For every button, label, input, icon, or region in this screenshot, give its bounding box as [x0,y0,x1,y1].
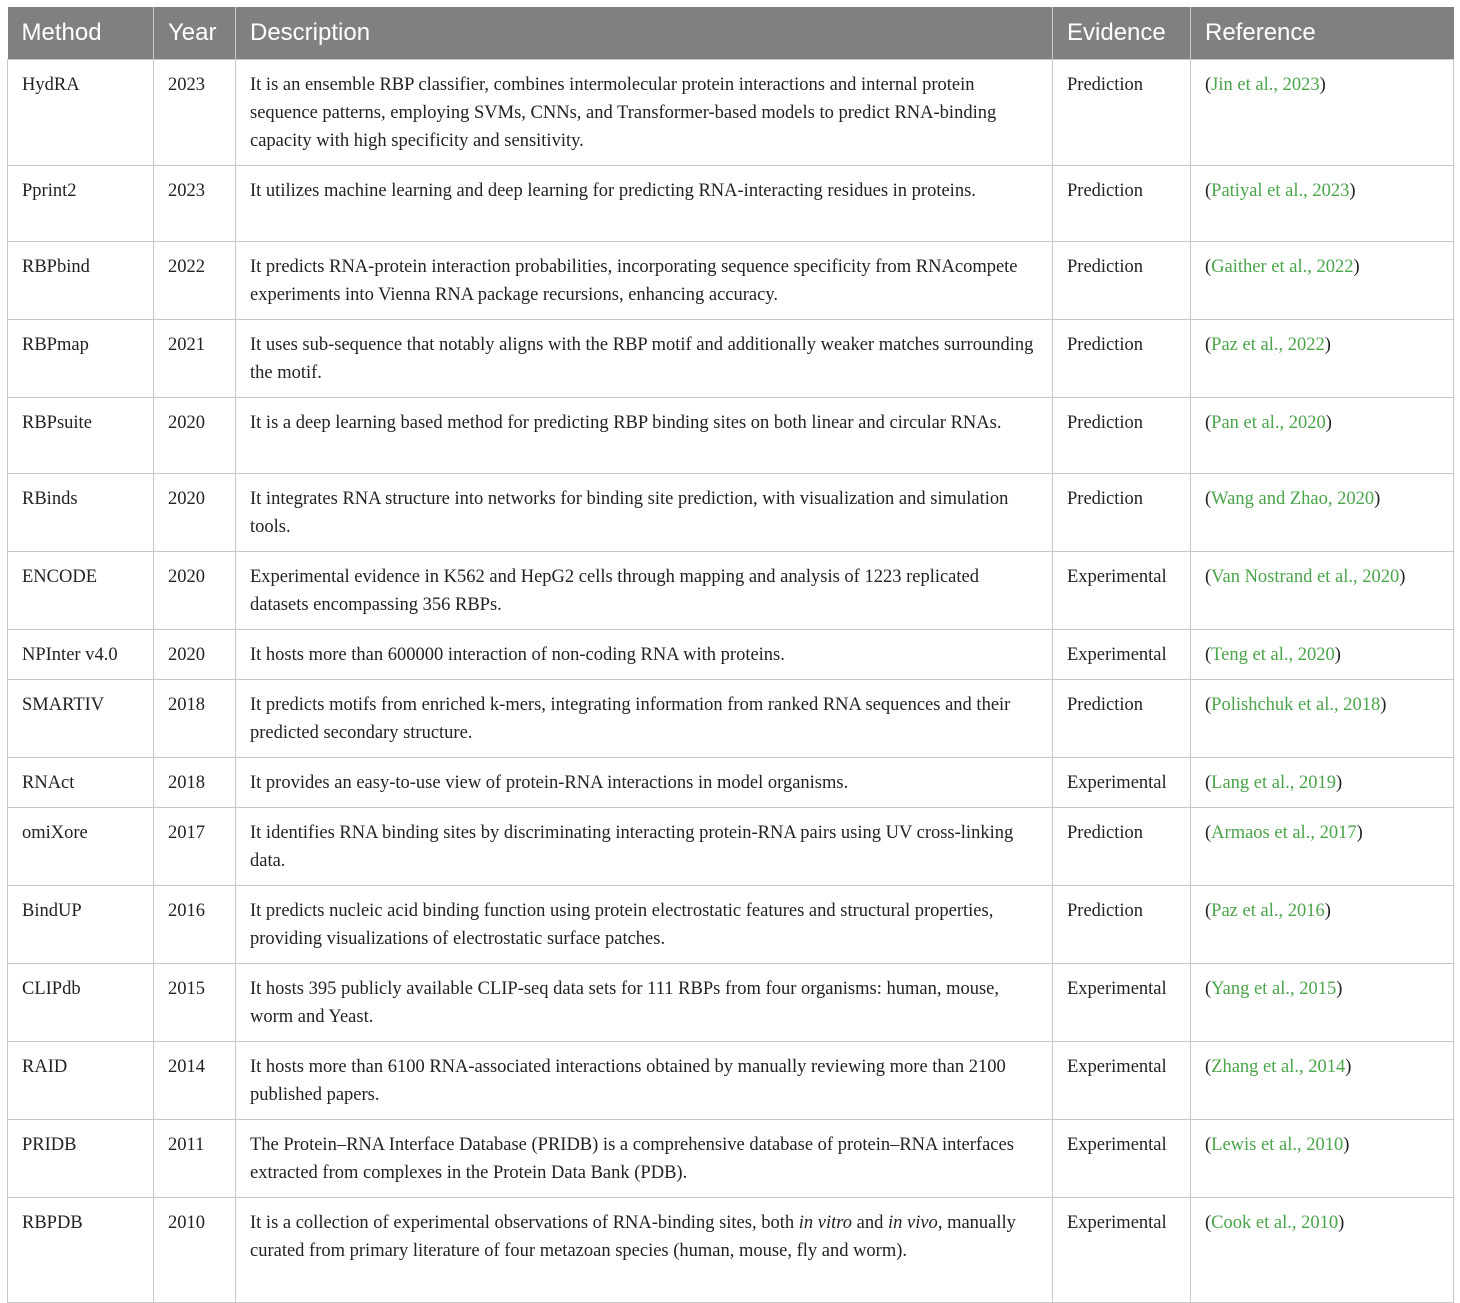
cell-evidence: Experimental [1053,964,1191,1042]
cell-evidence: Experimental [1053,630,1191,680]
cell-evidence: Experimental [1053,1042,1191,1120]
reference-link[interactable]: Paz et al., 2022 [1211,335,1325,355]
cell-reference: (Jin et al., 2023) [1191,60,1454,166]
table-row [8,630,1454,680]
table-row [8,474,1454,552]
cell-year: 2020 [154,552,236,630]
cell-reference: (Patiyal et al., 2023) [1191,166,1454,242]
methods-table [7,7,1454,1303]
reference-link[interactable]: Van Nostrand et al., 2020 [1211,567,1400,587]
cell-description: It is a deep learning based method for predicting RBP binding sites on both linear and circular RNAs. [236,398,1053,474]
cell-description: It predicts motifs from enriched k-mers, integrating information from ranked RNA sequences and their predicted secondary structure. [236,680,1053,758]
cell-description: It uses sub-sequence that notably aligns with the RBP motif and additionally weaker matches surrounding the motif. [236,320,1053,398]
cell-year: 2020 [154,474,236,552]
header-description: Description [236,7,1053,60]
cell-reference: (Lang et al., 2019) [1191,758,1454,808]
cell-year: 2017 [154,808,236,886]
cell-reference: (Lewis et al., 2010) [1191,1120,1454,1198]
cell-evidence: Prediction [1053,680,1191,758]
cell-reference: (Yang et al., 2015) [1191,964,1454,1042]
cell-evidence: Prediction [1053,242,1191,320]
cell-method: CLIPdb [8,964,154,1042]
header-reference: Reference [1191,7,1454,60]
cell-year: 2020 [154,630,236,680]
reference-link[interactable]: Patiyal et al., 2023 [1211,181,1350,201]
table-row [8,680,1454,758]
cell-year: 2014 [154,1042,236,1120]
reference-link[interactable]: Yang et al., 2015 [1211,979,1337,999]
cell-reference: (Cook et al., 2010) [1191,1198,1454,1303]
reference-link[interactable]: Paz et al., 2016 [1211,901,1325,921]
cell-evidence: Prediction [1053,60,1191,166]
cell-method: RBPbind [8,242,154,320]
cell-method: RBPmap [8,320,154,398]
table-row [8,242,1454,320]
cell-description: It predicts RNA-protein interaction probabilities, incorporating sequence specificity from RNAcompete experiments into Vienna RNA package recursions, enhancing accuracy. [236,242,1053,320]
reference-link[interactable]: Lewis et al., 2010 [1211,1135,1344,1155]
table-row [8,1042,1454,1120]
cell-reference: (Van Nostrand et al., 2020) [1191,552,1454,630]
cell-reference: (Polishchuk et al., 2018) [1191,680,1454,758]
cell-method: NPInter v4.0 [8,630,154,680]
cell-description: It utilizes machine learning and deep learning for predicting RNA-interacting residues in proteins. [236,166,1053,242]
reference-link[interactable]: Pan et al., 2020 [1211,413,1326,433]
cell-description: It predicts nucleic acid binding function using protein electrostatic features and structural properties, providing visualizations of electrostatic surface patches. [236,886,1053,964]
cell-reference: (Paz et al., 2022) [1191,320,1454,398]
header-evidence: Evidence [1053,7,1191,60]
cell-reference: (Pan et al., 2020) [1191,398,1454,474]
description-italic: in vivo [887,1213,938,1233]
cell-description: It hosts more than 600000 interaction of non-coding RNA with proteins. [236,630,1053,680]
table-row [8,886,1454,964]
description-text: , manually curated from primary literature of four metazoan species (human, mouse, fly and worm). [250,1213,1016,1261]
reference-link[interactable]: Polishchuk et al., 2018 [1211,695,1381,715]
reference-link[interactable]: Zhang et al., 2014 [1211,1057,1346,1077]
cell-method: BindUP [8,886,154,964]
cell-description: It is an ensemble RBP classifier, combines intermolecular protein interactions and internal protein sequence patterns, employing SVMs, CNNs, and Transformer-based models to predict RNA-binding capacity with high specificity and sensitivity. [236,60,1053,166]
table-row [8,1120,1454,1198]
cell-reference: (Gaither et al., 2022) [1191,242,1454,320]
cell-reference: (Zhang et al., 2014) [1191,1042,1454,1120]
reference-link[interactable]: Lang et al., 2019 [1211,773,1337,793]
cell-method: SMARTIV [8,680,154,758]
cell-reference: (Teng et al., 2020) [1191,630,1454,680]
cell-year: 2023 [154,166,236,242]
cell-description: It identifies RNA binding sites by discriminating interacting protein-RNA pairs using UV cross-linking data. [236,808,1053,886]
header-year: Year [154,7,236,60]
cell-evidence: Prediction [1053,474,1191,552]
cell-description: The Protein–RNA Interface Database (PRIDB) is a comprehensive database of protein–RNA interfaces extracted from complexes in the Protein Data Bank (PDB). [236,1120,1053,1198]
cell-description: It hosts 395 publicly available CLIP-seq data sets for 111 RBPs from four organisms: human, mouse, worm and Yeast. [236,964,1053,1042]
reference-link[interactable]: Armaos et al., 2017 [1211,823,1357,843]
table-row [8,398,1454,474]
reference-link[interactable]: Jin et al., 2023 [1211,75,1320,95]
cell-year: 2010 [154,1198,236,1303]
cell-year: 2015 [154,964,236,1042]
cell-evidence: Experimental [1053,1198,1191,1303]
cell-evidence: Prediction [1053,320,1191,398]
cell-evidence: Experimental [1053,758,1191,808]
cell-description: Experimental evidence in K562 and HepG2 cells through mapping and analysis of 1223 replicated datasets encompassing 356 RBPs. [236,552,1053,630]
cell-method: RBPsuite [8,398,154,474]
description-italic: in vitro [798,1213,853,1233]
cell-evidence: Prediction [1053,166,1191,242]
cell-method: RNAct [8,758,154,808]
table-row [8,166,1454,242]
cell-year: 2021 [154,320,236,398]
reference-link[interactable]: Wang and Zhao, 2020 [1211,489,1375,509]
reference-link[interactable]: Teng et al., 2020 [1211,645,1335,665]
cell-year: 2020 [154,398,236,474]
table-row [8,964,1454,1042]
cell-year: 2023 [154,60,236,166]
cell-evidence: Experimental [1053,1120,1191,1198]
table-row [8,320,1454,398]
cell-method: Pprint2 [8,166,154,242]
cell-year: 2022 [154,242,236,320]
cell-reference: (Paz et al., 2016) [1191,886,1454,964]
cell-reference: (Armaos et al., 2017) [1191,808,1454,886]
reference-link[interactable]: Gaither et al., 2022 [1211,257,1354,277]
cell-description [236,1198,1053,1303]
table-row [8,758,1454,808]
cell-evidence: Prediction [1053,886,1191,964]
cell-description: It integrates RNA structure into networks for binding site prediction, with visualization and simulation tools. [236,474,1053,552]
table-row [8,552,1454,630]
cell-year: 2016 [154,886,236,964]
cell-evidence: Prediction [1053,398,1191,474]
cell-method: RAID [8,1042,154,1120]
cell-evidence: Prediction [1053,808,1191,886]
cell-year: 2011 [154,1120,236,1198]
header-method: Method [8,7,154,60]
table-row [8,1198,1454,1303]
cell-method: RBinds [8,474,154,552]
cell-year: 2018 [154,758,236,808]
table-row [8,60,1454,166]
description-text: It is a collection of experimental observations of RNA-binding sites, both [250,1213,799,1233]
header-row [8,7,1454,60]
cell-year: 2018 [154,680,236,758]
table-row [8,808,1454,886]
cell-method: RBPDB [8,1198,154,1303]
cell-reference: (Wang and Zhao, 2020) [1191,474,1454,552]
cell-evidence: Experimental [1053,552,1191,630]
cell-method: ENCODE [8,552,154,630]
reference-link[interactable]: Cook et al., 2010 [1211,1213,1339,1233]
cell-description: It hosts more than 6100 RNA-associated interactions obtained by manually reviewing more than 2100 published papers. [236,1042,1053,1120]
cell-description: It provides an easy-to-use view of protein-RNA interactions in model organisms. [236,758,1053,808]
cell-method: PRIDB [8,1120,154,1198]
cell-method: HydRA [8,60,154,166]
cell-method: omiXore [8,808,154,886]
description-text: and [852,1213,888,1233]
